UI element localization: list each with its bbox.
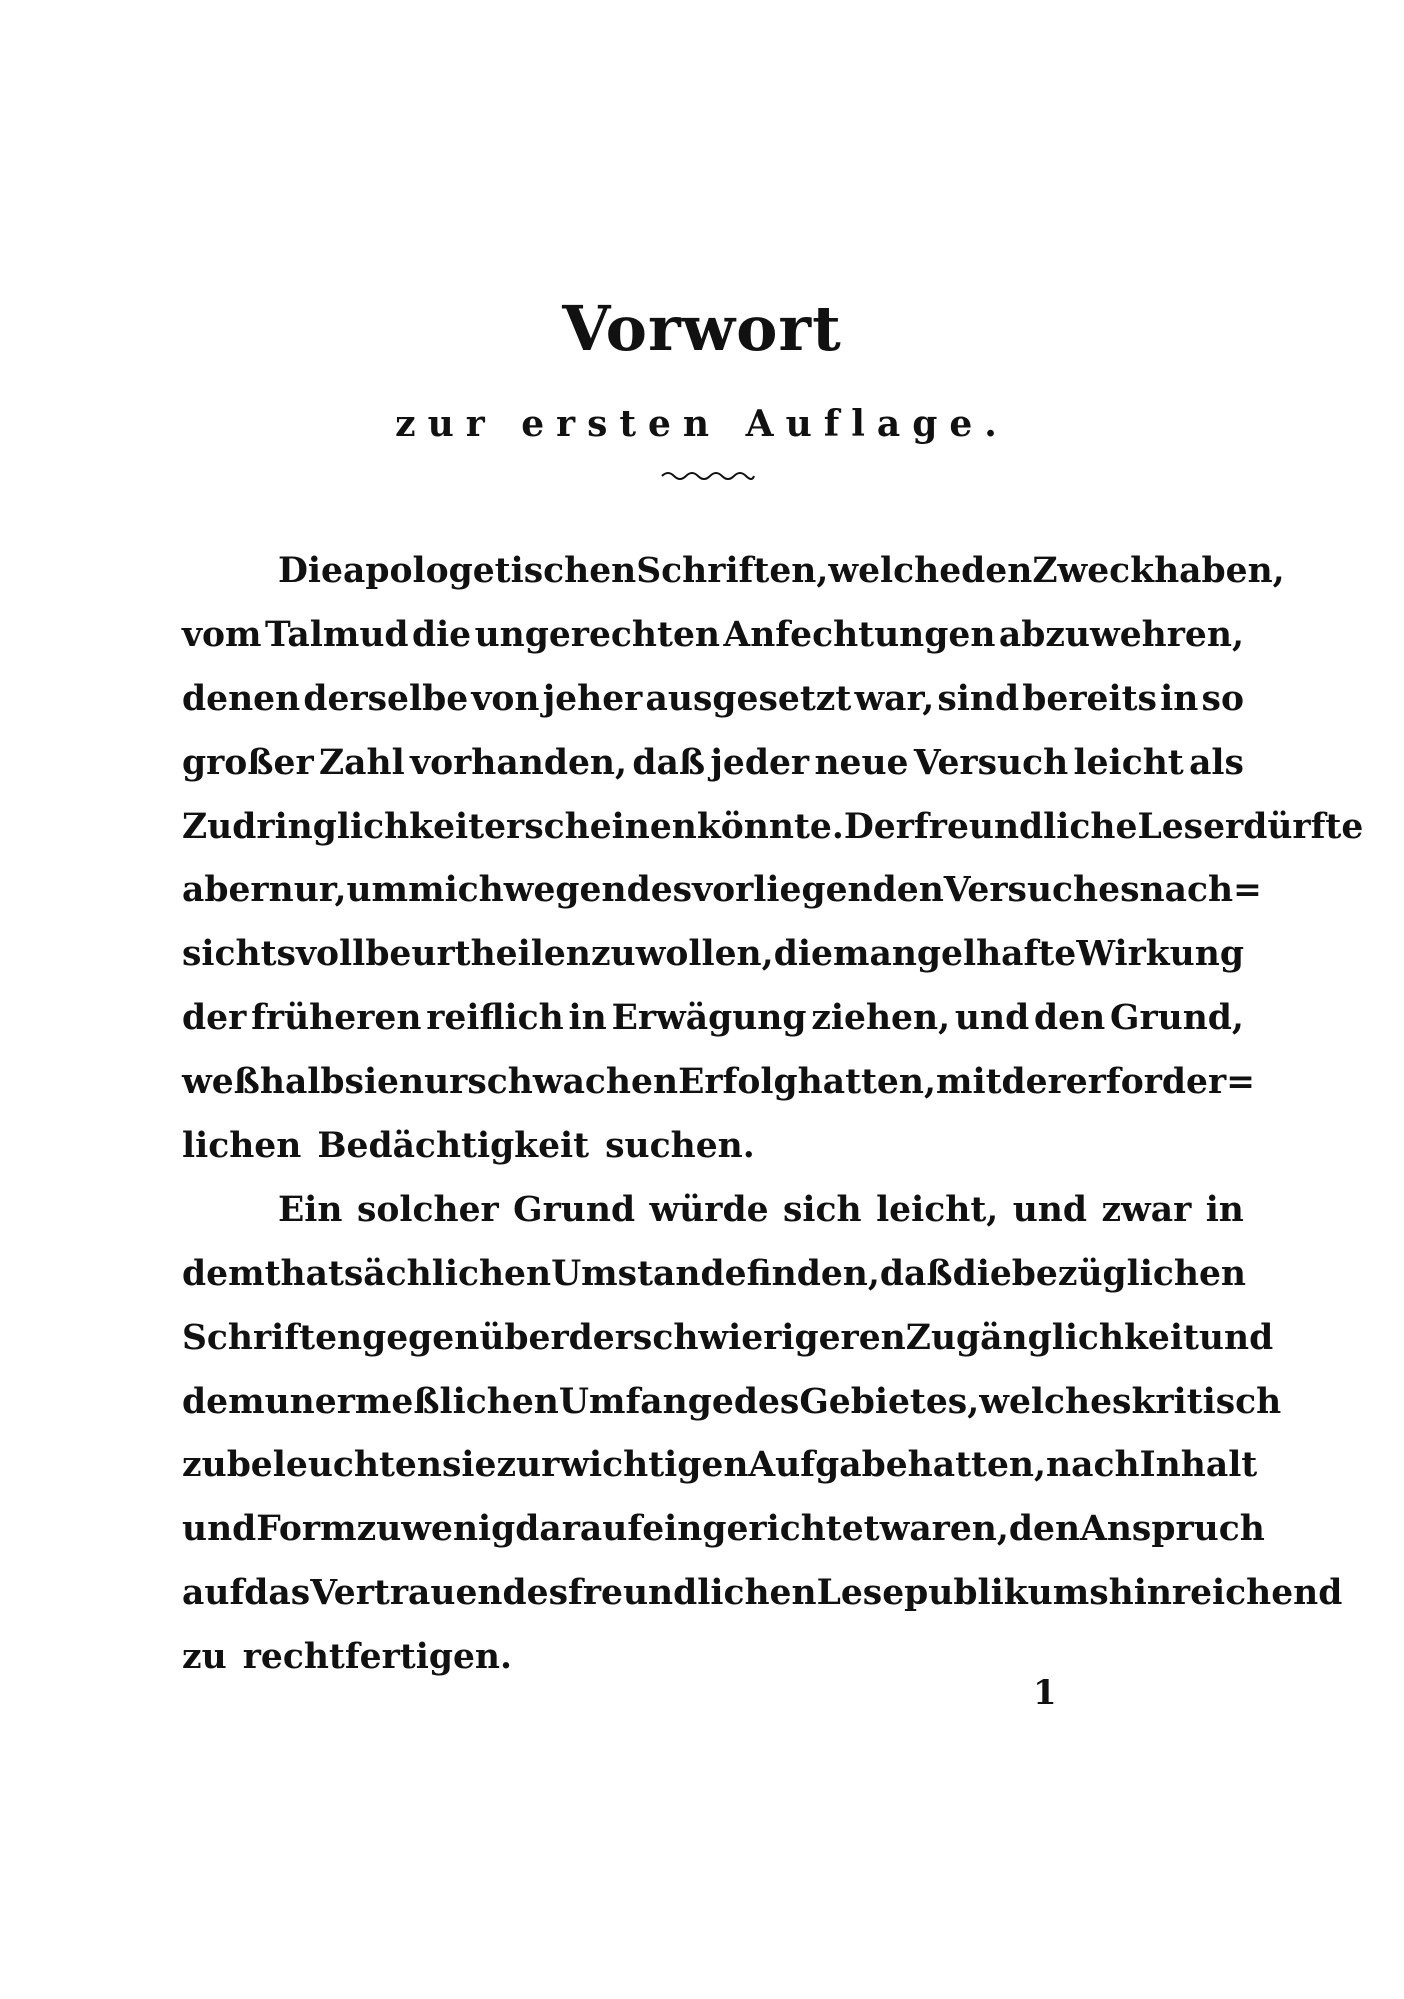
word: solcher — [356, 1189, 499, 1230]
word: Erwägung — [611, 998, 807, 1039]
word: sind — [937, 678, 1020, 719]
word: ausgesetzt — [645, 678, 852, 719]
word: nach= — [1139, 870, 1262, 911]
word: jeder — [710, 742, 810, 783]
text-line — [182, 1051, 1256, 1115]
word: Erfolg — [678, 1062, 798, 1103]
word: in — [568, 998, 607, 1039]
word: Wirkung — [1076, 934, 1244, 975]
word: Die — [278, 551, 343, 591]
word: wegen — [503, 870, 627, 911]
word: zu — [182, 1445, 227, 1486]
text-line — [182, 923, 1244, 987]
word: und — [1012, 1189, 1087, 1230]
word: beurtheilen — [365, 934, 591, 975]
word: in — [1160, 678, 1199, 719]
word: apologetischen — [342, 551, 637, 591]
word: Vertrauen — [310, 1573, 503, 1614]
word: erscheinen — [484, 806, 697, 847]
word: zu — [356, 1509, 402, 1550]
word: Umfange — [558, 1381, 734, 1422]
word: mich — [408, 870, 504, 911]
text-line — [182, 1179, 1244, 1243]
word: haben, — [1154, 551, 1285, 591]
word: zwar — [1101, 1189, 1192, 1230]
word: die — [952, 1253, 1012, 1294]
word: lichen — [182, 1126, 302, 1167]
word: mit — [935, 1062, 1002, 1103]
word: nur — [399, 1062, 468, 1103]
word: des — [733, 1381, 800, 1422]
page-title: Vorwort — [562, 292, 842, 365]
word: derselbe — [303, 678, 469, 719]
word: finden, — [746, 1253, 880, 1294]
text-line — [182, 1307, 1274, 1371]
word: Schriften — [182, 1317, 363, 1358]
word: könnte. — [696, 806, 844, 847]
word: Anfechtungen — [723, 614, 996, 655]
word: wichtigen — [559, 1445, 749, 1486]
word: kritisch — [1131, 1381, 1282, 1422]
word: hatten, — [797, 1062, 936, 1103]
word: thatsächlichen — [264, 1253, 552, 1294]
word: den — [961, 551, 1033, 591]
word: neue — [814, 742, 909, 783]
word: jeher — [542, 678, 643, 719]
word: früheren — [251, 998, 422, 1039]
page-subtitle: zur ersten Auflage. — [395, 403, 1009, 445]
word: hinreichend — [1108, 1573, 1343, 1614]
word: Der — [843, 806, 914, 847]
word: sie — [344, 1062, 400, 1103]
word: leicht — [1073, 742, 1184, 783]
word: des — [502, 1573, 568, 1614]
word: schwachen — [467, 1062, 679, 1103]
word: daß — [632, 742, 706, 783]
word: vorliegenden — [692, 870, 944, 911]
word: großer — [182, 742, 314, 783]
text-line — [182, 1243, 1247, 1307]
word: Bedächtigkeit — [317, 1126, 590, 1167]
word: Form — [256, 1509, 357, 1550]
word: den — [1034, 998, 1106, 1039]
word: daß — [879, 1253, 953, 1294]
word: der — [568, 1317, 633, 1358]
text-line — [182, 1371, 1282, 1435]
word: erforder= — [1065, 1062, 1256, 1103]
preface-body — [182, 540, 1364, 1690]
word: Grund — [513, 1189, 636, 1230]
word: bereits — [1022, 678, 1157, 719]
word: die — [411, 614, 472, 655]
word: und — [182, 1509, 257, 1550]
text-line — [182, 1498, 1265, 1562]
word: Lesepublikums — [816, 1573, 1109, 1614]
word: zu — [590, 934, 636, 975]
text-line — [182, 1115, 1244, 1179]
word: sichtsvoll — [182, 934, 366, 975]
word: mangelhafte — [832, 934, 1077, 975]
word: die — [773, 934, 833, 975]
word: Gebietes, — [799, 1381, 980, 1422]
word: wollen, — [635, 934, 774, 975]
word: abzuwehren, — [998, 614, 1244, 655]
word: waren, — [879, 1509, 1009, 1550]
word: war, — [854, 678, 935, 719]
word: dürfte — [1243, 806, 1364, 847]
word: hatten, — [907, 1445, 1047, 1486]
word: weßhalb — [182, 1062, 345, 1103]
text-line — [182, 540, 1285, 604]
word: Schriften, — [636, 551, 829, 591]
word: leicht, — [876, 1189, 999, 1230]
word: nur, — [268, 870, 347, 911]
text-line — [182, 604, 1244, 668]
word: des — [626, 870, 693, 911]
word: um — [346, 870, 409, 911]
word: Versuch — [913, 742, 1069, 783]
word: suchen. — [605, 1126, 755, 1167]
word: freundlichen — [568, 1573, 817, 1614]
word: unermeßlichen — [264, 1381, 559, 1422]
word: in — [1205, 1189, 1244, 1230]
word: und — [1198, 1317, 1274, 1358]
word: rechtfertigen. — [242, 1637, 513, 1678]
word: und — [954, 998, 1030, 1039]
word: bezüglichen — [1011, 1253, 1247, 1294]
word: sich — [783, 1189, 862, 1230]
word: Anspruch — [1080, 1509, 1265, 1550]
word: Umstande — [551, 1253, 747, 1294]
page-number: 1 — [1033, 1673, 1057, 1713]
word: Zugänglichkeit — [905, 1317, 1199, 1358]
word: gegenüber — [362, 1317, 569, 1358]
word: der — [182, 998, 247, 1039]
wavy-rule-ornament — [660, 468, 756, 484]
word: Zahl — [319, 742, 405, 783]
word: Zweck — [1032, 551, 1155, 591]
text-line — [182, 668, 1244, 732]
word: auf — [182, 1573, 245, 1614]
text-line — [182, 987, 1244, 1051]
text-line — [182, 1434, 1258, 1498]
text-line — [182, 796, 1364, 860]
word: Inhalt — [1139, 1445, 1258, 1486]
word: ungerechten — [474, 614, 720, 655]
word: darauf — [515, 1509, 643, 1550]
word: denen — [182, 678, 301, 719]
word: zu — [182, 1637, 227, 1678]
word: wenig — [401, 1509, 516, 1550]
word: ziehen, — [811, 998, 951, 1039]
word: sie — [441, 1445, 497, 1486]
word: freundliche — [913, 806, 1138, 847]
word: eingerichtet — [642, 1509, 880, 1550]
word: vom — [182, 614, 262, 655]
word: der — [1001, 1062, 1066, 1103]
word: welches — [979, 1381, 1132, 1422]
word: vorhanden, — [410, 742, 628, 783]
word: Ein — [278, 1189, 343, 1230]
word: würde — [649, 1189, 769, 1230]
text-line — [182, 732, 1244, 796]
word: welche — [828, 551, 962, 591]
word: reiflich — [426, 998, 564, 1039]
word: Grund, — [1110, 998, 1244, 1039]
text-line — [182, 1562, 1343, 1626]
word: Zudringlichkeit — [182, 806, 485, 847]
text-line — [182, 859, 1262, 923]
word: das — [244, 1573, 311, 1614]
word: beleuchten — [226, 1445, 442, 1486]
word: den — [1008, 1509, 1081, 1550]
word: Talmud — [264, 614, 409, 655]
word: schwierigeren — [632, 1317, 906, 1358]
word: dem — [182, 1253, 265, 1294]
text-line — [182, 1626, 1244, 1690]
word: dem — [182, 1381, 265, 1422]
word: zur — [496, 1445, 560, 1486]
word: Leser — [1137, 806, 1244, 847]
word: nach — [1046, 1445, 1140, 1486]
word: von — [471, 678, 540, 719]
word: so — [1201, 678, 1244, 719]
word: Versuches — [943, 870, 1140, 911]
word: Aufgabe — [748, 1445, 908, 1486]
word: aber — [182, 870, 269, 911]
word: als — [1189, 742, 1244, 783]
